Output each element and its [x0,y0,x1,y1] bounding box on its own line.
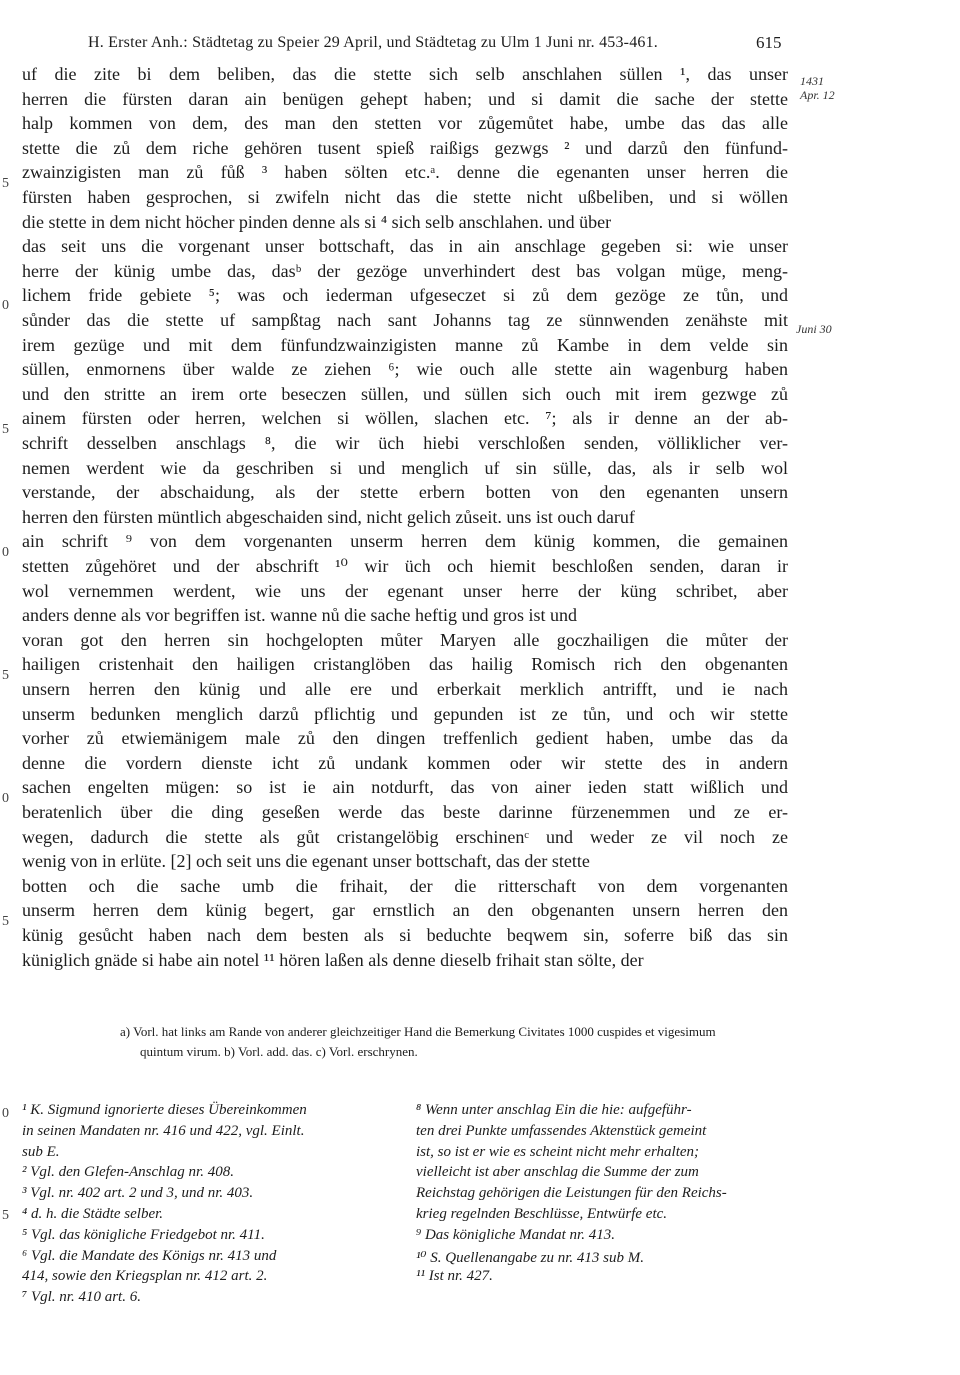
line-number: 5 [2,914,9,929]
text-line: ainem fürsten oder herren, welchen si wöllen, slachen etc. ⁷; als ir denne an der ab- [22,408,788,429]
text-line: zwainzigisten man zů fůß ³ haben sölten etc.ᵃ. denne die egenanten unser herren die [22,162,788,183]
footnote-line: ³ Vgl. nr. 402 art. 2 und 3, und nr. 403. [22,1185,254,1202]
line-number: 5 [2,668,9,683]
text-line: unsern herren den künig und alle ere und erberkait merklich antrifft, und ie nach [22,679,788,699]
footnote-line: ⁶ Vgl. die Mandate des Königs nr. 413 und [22,1247,277,1264]
text-line: stetten zůgehöret und der abschrift ¹⁰ wir üch och hiemit beschloßen senden, daran ir [22,556,788,576]
line-number: 5 [2,176,9,191]
text-line: herre der künig umbe das, dasᵇ der gezöge unverhindert dest bas volgan müge, meng- [22,260,788,281]
text-line: wol vernemmen werdent, wie uns der egenant unser herre der küng schribet, aber [22,580,788,601]
footnote-line: ⁵ Vgl. das königliche Friedgebot nr. 411. [22,1226,265,1243]
margin-note-date: Apr. 12 [800,88,835,102]
footnote-line: ⁸ Wenn unter anschlag Ein die hie: aufgeführ- [416,1102,692,1118]
footnote-line: ten drei Punkte umfassendes Aktenstück gemeint [416,1122,707,1139]
footnote-line: sub E. [22,1143,60,1160]
text-line: küniglich gnäde si habe ain notel ¹¹ hören laßen als denne dieselb frihait stan sölte, der [22,949,644,970]
text-line: sachen engelten mügen: so ist ie ain notdurft, das von ainer ieden statt wißlich und [22,777,788,798]
text-line: beratenlich über die ding geseßen werde das beste darinne fürzenemmen und ze er- [22,802,788,822]
footnote-line: krieg regelnden Beschlüsse, Entwürfe etc. [416,1206,668,1222]
text-line: voran got den herren sin hochgelopten můter Maryen alle goczhailigen die můter der [22,629,788,650]
text-line: unserm bedunken menglich darzů pflichtig und gepunden ist ze tůn, und och wir stette [22,703,788,724]
footnote-line: Reichstag gehörigen die Leistungen für den Reichs- [416,1185,727,1202]
footnote-line: in seinen Mandaten nr. 416 und 422, vgl. Einlt. [22,1122,305,1139]
text-line: sůnder das die stette uf sampßtag nach sant Johanns tag ze sünnwenden zenähste mit [22,310,788,330]
text-line: herren die fürsten daran ain benügen gehept haben; und si damit die sache der stette [22,88,788,109]
text-line: wegen, dadurch die stette als gůt cristangelöbig erschinenᶜ und weder ze vil noch ze [22,826,788,847]
text-line: die stette in dem nicht höcher pinden denne als si ⁴ sich selb anschlahen. und über [22,211,612,232]
line-number: 0 [2,545,9,560]
text-line: vorher zů etwiemänigem male zů den dingen treffenlich gedient haben, umbe das da [22,728,788,749]
footnote-line: ¹⁰ S. Quellenangabe zu nr. 413 sub M. [416,1249,644,1266]
line-number: 5 [2,1208,9,1223]
footnote-line: ¹ K. Sigmund ignorierte dieses Übereinkommen [22,1102,307,1118]
margin-note-year: 1431 [800,74,824,88]
margin-note-date-juni: Juni 30 [796,322,832,336]
text-line: süllen, enmornens über walde ze ziehen ⁶; wie ouch alle stette ain wagenburg haben [22,359,788,380]
footnote-line: ⁹ Das königliche Mandat nr. 413. [416,1226,615,1243]
text-line: herren den fürsten müntlich abgeschaiden sind, nicht gelich zůseit. uns ist ouch daruf [22,506,635,527]
text-line: und den stritte an irem orte beseczen süllen, und süllen sich ouch mit irem gezwge zů [22,383,788,404]
line-number: 5 [2,422,9,437]
text-line: uf die zite bi dem beliben, das die stette sich selb anschlahen süllen ¹, das unser [22,64,788,84]
textual-note: quintum virum. b) Vorl. add. das. c) Vorl. erschrynen. [140,1044,418,1059]
text-line: lichem fride gebiete ⁵; was och iederman ufgeseczet si zů dem gezöge ze tůn, und [22,285,788,306]
line-number: 0 [2,791,9,806]
text-line: fürsten haben gesprochen, si zwifeln nicht das die stette nicht ußbeliben, und si wöllen [22,187,788,207]
footnote-line: ¹¹ Ist nr. 427. [416,1268,493,1285]
text-line: halp kommen von dem, des man den stetten vor zůgemůtet habe, umbe das das alle [22,113,788,134]
text-line: ain schrift ⁹ von dem vorgenanten unserm herren dem künig kommen, die gemainen [22,531,788,552]
footnote-line: ⁴ d. h. die Städte selber. [22,1206,164,1222]
text-line: anders denne als vor begriffen ist. wanne nů die sache heftig und gros ist und [22,605,578,626]
text-line: denne die vordern dienste icht zů undank kommen oder wir stette des in andern [22,752,788,773]
text-line: das seit uns die vorgenant unser bottschaft, das in ain anschlage gegeben si: wie unser [22,236,788,257]
text-line: schrift desselben anschlags ⁸, die wir üch hiebi verschloßen senden, völliklicher ver- [22,433,788,453]
text-line: verstande, der abschaidung, als der stette erbern botten von den egenanten unsern [22,482,788,503]
footnote-line: ⁷ Vgl. nr. 410 art. 6. [22,1289,141,1306]
text-line: irem gezüge und mit dem fünfundzwainzigisten manne zů Kambe in dem velde sin [22,334,788,355]
text-line: wenig von in erlüte. [2] och seit uns die egenant unser bottschaft, das der stette [22,851,590,872]
footnote-line: vielleicht ist aber anschlag die Summe der zum [416,1164,699,1181]
textual-note: a) Vorl. hat links am Rande von anderer gleichzeitiger Hand die Bemerkung Civitates 1000 cuspides et vigesimum [120,1024,716,1039]
footnote-line: 414, sowie den Kriegsplan nr. 412 art. 2. [22,1268,268,1285]
text-line: hailigen cristenhait den hailigen cristanglöben das hailig Romisch rich den obgenanten [22,654,788,675]
text-line: künig gesůcht haben nach dem besten als si beduchte beqwem sin, soferre biß das sin [22,925,788,945]
footnote-line: ist, so ist er wie es scheint nicht mehr erhalten; [416,1143,700,1160]
text-line: botten och die sache umb die frihait, der die ritterschaft von dem vorgenanten [22,875,788,896]
text-line: stette die zů dem riche gehören tusent spieß raißigs gezwgs ² und darzů den fünfund- [22,137,788,158]
text-line: unserm herren dem künig begert, gar ernstlich an den obgenanten unsern herren den [22,900,788,921]
line-number: 0 [2,1106,9,1121]
footnote-line: ² Vgl. den Glefen-Anschlag nr. 408. [22,1164,234,1181]
text-line: nemen werdent wie da geschriben si und menglich uf sin sülle, das, als ir selb wol [22,457,788,478]
page-number: 615 [756,33,782,52]
running-header: H. Erster Anh.: Städtetag zu Speier 29 April, und Städtetag zu Ulm 1 Juni nr. 453-461. [88,34,659,51]
line-number: 0 [2,298,9,313]
